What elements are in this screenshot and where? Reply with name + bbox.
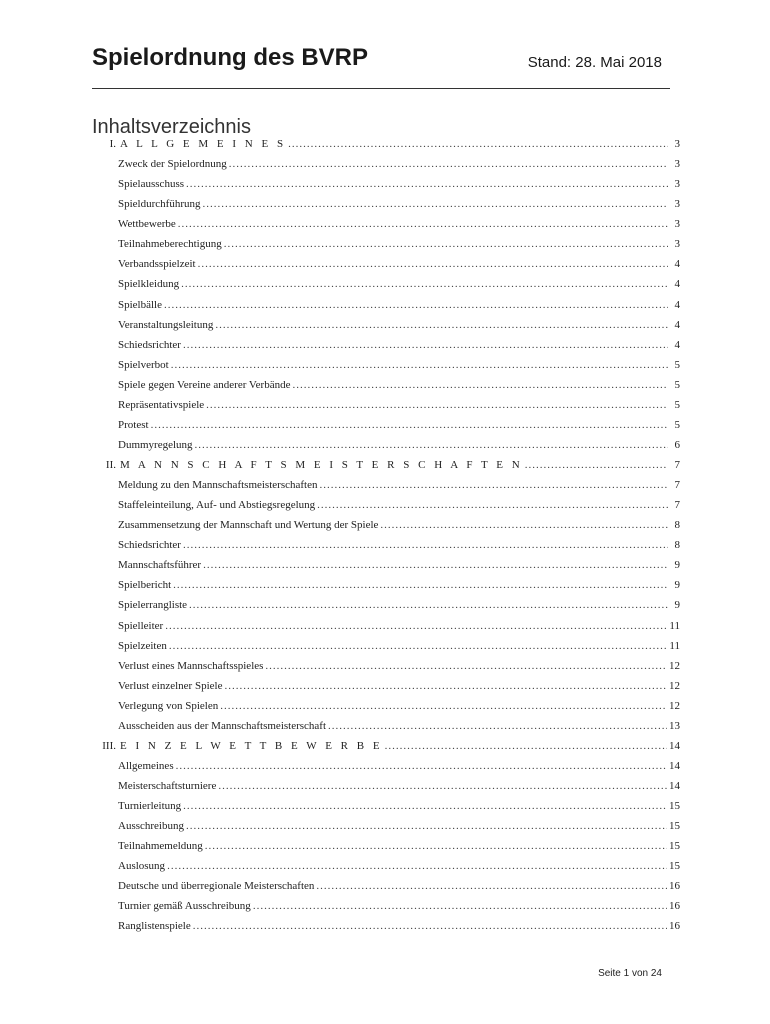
toc-dot-leader bbox=[202, 198, 668, 210]
toc-dot-leader bbox=[525, 459, 668, 471]
toc-entry[interactable] bbox=[92, 599, 682, 619]
toc-dot-leader bbox=[288, 138, 668, 150]
toc-entry[interactable] bbox=[92, 379, 682, 399]
toc-page-number: 4 bbox=[674, 338, 680, 351]
toc-entry-label: Zweck der Spielordnung bbox=[118, 158, 227, 171]
toc-entry-label: E I N Z E L W E T T B E W E R B E bbox=[120, 739, 383, 752]
toc-page-number: 9 bbox=[674, 559, 680, 572]
toc-entry[interactable] bbox=[92, 258, 682, 278]
toc-dot-leader bbox=[203, 559, 668, 571]
toc-dot-leader bbox=[165, 620, 667, 632]
toc-entry[interactable] bbox=[92, 319, 682, 339]
toc-entry-label: Spielzeiten bbox=[118, 639, 167, 652]
toc-dot-leader bbox=[205, 840, 667, 852]
toc-page-number: 16 bbox=[669, 900, 680, 913]
toc-dot-leader bbox=[206, 399, 668, 411]
toc-entry-label: Dummyregelung bbox=[118, 438, 193, 451]
toc-page-number: 5 bbox=[674, 418, 680, 431]
toc-entry-label: Turnier gemäß Ausschreibung bbox=[118, 900, 251, 913]
toc-page-number: 15 bbox=[669, 820, 680, 833]
toc-section-number: II. bbox=[105, 459, 116, 471]
toc-entry-label: Verbandsspielzeit bbox=[118, 258, 196, 271]
toc-entry[interactable] bbox=[92, 198, 682, 218]
toc-page-number: 7 bbox=[674, 459, 680, 471]
toc-page-number: 3 bbox=[674, 138, 680, 150]
toc-dot-leader bbox=[224, 238, 668, 250]
toc-dot-leader bbox=[167, 860, 667, 872]
toc-page-number: 3 bbox=[674, 178, 680, 191]
toc-page-number: 15 bbox=[669, 860, 680, 873]
toc-entry-label: Spielausschuss bbox=[118, 178, 184, 191]
toc-page-number: 14 bbox=[669, 759, 680, 772]
toc-entry[interactable] bbox=[92, 620, 682, 640]
toc-page-number: 5 bbox=[674, 358, 680, 371]
toc-entry-label: Auslosung bbox=[118, 860, 166, 873]
toc-dot-leader bbox=[151, 419, 668, 431]
toc-page-number: 15 bbox=[669, 840, 680, 853]
toc-dot-leader bbox=[183, 539, 668, 551]
toc-entry-label: Mannschaftsführer bbox=[118, 559, 202, 572]
toc-entry[interactable] bbox=[92, 840, 682, 860]
toc-page-number: 3 bbox=[674, 238, 680, 251]
toc-entry-label: Verlust eines Mannschaftsspieles bbox=[118, 659, 264, 672]
toc-dot-leader bbox=[218, 780, 667, 792]
toc-entry[interactable] bbox=[92, 579, 682, 599]
toc-page-number: 8 bbox=[674, 519, 680, 532]
toc-dot-leader bbox=[328, 720, 667, 732]
toc-entry-label: Meldung zu den Mannschaftsmeisterschaften bbox=[118, 479, 318, 492]
toc-page-number: 3 bbox=[674, 218, 680, 231]
toc-entry[interactable] bbox=[92, 278, 682, 298]
toc-entry[interactable] bbox=[92, 419, 682, 439]
toc-entry-label: Deutsche und überregionale Meisterschaften bbox=[118, 880, 315, 893]
toc-entry-label: Spieldurchführung bbox=[118, 198, 201, 211]
toc-dot-leader bbox=[292, 379, 668, 391]
toc-entry[interactable] bbox=[92, 860, 682, 880]
toc-page-number: 11 bbox=[669, 639, 680, 652]
toc-entry-label: Ranglistenspiele bbox=[118, 920, 191, 933]
toc-page-number: 7 bbox=[674, 479, 680, 492]
toc-page-number: 5 bbox=[674, 398, 680, 411]
toc-dot-leader bbox=[183, 339, 668, 351]
toc-page-number: 16 bbox=[669, 880, 680, 893]
toc-section-entry[interactable] bbox=[92, 740, 682, 760]
toc-entry-label: Allgemeines bbox=[118, 759, 174, 772]
toc-dot-leader bbox=[169, 640, 668, 652]
toc-entry[interactable] bbox=[92, 218, 682, 238]
toc-entry[interactable] bbox=[92, 499, 682, 519]
toc-dot-leader bbox=[171, 359, 668, 371]
toc-page-number: 14 bbox=[669, 739, 680, 752]
toc-dot-leader bbox=[316, 880, 667, 892]
toc-dot-leader bbox=[181, 278, 668, 290]
toc-dot-leader bbox=[253, 900, 667, 912]
toc-page-number: 3 bbox=[674, 158, 680, 171]
toc-page-number: 4 bbox=[674, 318, 680, 331]
toc-dot-leader bbox=[173, 579, 668, 591]
header-divider bbox=[92, 88, 670, 89]
toc-entry[interactable] bbox=[92, 479, 682, 499]
toc-entry-label: Teilnahmemeldung bbox=[118, 840, 203, 853]
toc-entry-label: Zusammensetzung der Mannschaft und Wertung der Spiele bbox=[118, 519, 379, 532]
toc-page-number: 4 bbox=[674, 298, 680, 311]
toc-dot-leader bbox=[215, 319, 668, 331]
toc-dot-leader bbox=[317, 499, 668, 511]
toc-dot-leader bbox=[186, 820, 667, 832]
toc-page-number: 3 bbox=[674, 198, 680, 211]
toc-page-number: 4 bbox=[674, 258, 680, 271]
toc-page-number: 14 bbox=[669, 780, 680, 792]
toc-page-number: 15 bbox=[669, 800, 680, 813]
toc-entry-label: Ausschreibung bbox=[118, 820, 184, 833]
toc-entry[interactable] bbox=[92, 780, 682, 800]
page-number: Seite 1 von 24 bbox=[598, 968, 662, 979]
toc-entry-label: Turnierleitung bbox=[118, 800, 182, 813]
toc-dot-leader bbox=[189, 599, 668, 611]
toc-entry[interactable] bbox=[92, 680, 682, 700]
toc-page-number: 11 bbox=[669, 619, 680, 632]
toc-entry[interactable] bbox=[92, 539, 682, 559]
toc-entry-label: Teilnahmeberechtigung bbox=[118, 238, 222, 251]
toc-entry[interactable] bbox=[92, 178, 682, 198]
toc-entry[interactable] bbox=[92, 820, 682, 840]
toc-entry[interactable] bbox=[92, 158, 682, 178]
toc-entry[interactable] bbox=[92, 238, 682, 258]
toc-page-number: 7 bbox=[674, 499, 680, 512]
toc-dot-leader bbox=[176, 760, 667, 772]
toc-page-number: 4 bbox=[674, 278, 680, 291]
document-title: Spielordnung des BVRP bbox=[92, 44, 369, 71]
toc-dot-leader bbox=[220, 700, 667, 712]
toc-entry-label: Spielverbot bbox=[118, 358, 169, 371]
toc-entry[interactable] bbox=[92, 700, 682, 720]
toc-entry[interactable] bbox=[92, 559, 682, 579]
toc-dot-leader bbox=[224, 680, 667, 692]
toc-entry-label: Verlust einzelner Spiele bbox=[118, 679, 223, 692]
toc-dot-leader bbox=[186, 178, 668, 190]
toc-entry-label: Spielbericht bbox=[118, 579, 172, 592]
toc-entry[interactable] bbox=[92, 760, 682, 780]
toc-page-number: 5 bbox=[674, 378, 680, 391]
toc-section-entry[interactable] bbox=[92, 138, 682, 158]
toc-section-entry[interactable] bbox=[92, 459, 682, 479]
toc-entry-label: Ausscheiden aus der Mannschaftsmeisterschaft bbox=[118, 719, 327, 732]
toc-entry-label: M A N N S C H A F T S M E I S T E R S C H A F T E N bbox=[120, 459, 523, 471]
toc-dot-leader bbox=[385, 740, 667, 752]
toc-dot-leader bbox=[195, 439, 668, 451]
toc-entry-label: Meisterschaftsturniere bbox=[118, 780, 217, 792]
toc-entry-label: Spielkleidung bbox=[118, 278, 180, 291]
toc-dot-leader bbox=[198, 258, 668, 270]
toc-entry[interactable] bbox=[92, 439, 682, 459]
toc-entry-label: Schiedsrichter bbox=[118, 539, 181, 552]
toc-entry[interactable] bbox=[92, 720, 682, 740]
toc-entry-label: Verlegung von Spielen bbox=[118, 699, 219, 712]
toc-entry[interactable] bbox=[92, 359, 682, 379]
toc-page-number: 6 bbox=[674, 438, 680, 451]
toc-dot-leader bbox=[164, 299, 668, 311]
toc-entry-label: Spiele gegen Vereine anderer Verbände bbox=[118, 378, 291, 391]
toc-entry-label: Spielleiter bbox=[118, 619, 164, 632]
toc-page-number: 12 bbox=[669, 679, 680, 692]
toc-entry-label: Schiedsrichter bbox=[118, 338, 181, 351]
toc-page-number: 12 bbox=[669, 699, 680, 712]
toc-entry-label: Spielbälle bbox=[118, 298, 162, 311]
toc-dot-leader bbox=[183, 800, 667, 812]
toc-page-number: 13 bbox=[669, 719, 680, 732]
toc-entry-label: Staffeleinteilung, Auf- und Abstiegsregelung bbox=[118, 499, 316, 512]
toc-entry[interactable] bbox=[92, 399, 682, 419]
toc-dot-leader bbox=[380, 519, 668, 531]
toc-page-number: 9 bbox=[674, 599, 680, 612]
toc-entry[interactable] bbox=[92, 900, 682, 920]
toc-entry[interactable] bbox=[92, 339, 682, 359]
toc-entry[interactable] bbox=[92, 519, 682, 539]
toc-entry-label: Repräsentativspiele bbox=[118, 398, 205, 411]
toc-dot-leader bbox=[178, 218, 668, 230]
toc-entry[interactable] bbox=[92, 800, 682, 820]
toc-entry-label: Protest bbox=[118, 418, 149, 431]
toc-entry[interactable] bbox=[92, 660, 682, 680]
toc-dot-leader bbox=[265, 660, 667, 672]
toc-entry[interactable] bbox=[92, 920, 682, 940]
toc-entry-label: Veranstaltungsleitung bbox=[118, 318, 214, 331]
toc-page-number: 8 bbox=[674, 539, 680, 552]
toc-dot-leader bbox=[229, 158, 668, 170]
toc-entry-label: Wettbewerbe bbox=[118, 218, 176, 231]
toc-section-number: I. bbox=[109, 138, 116, 150]
toc-dot-leader bbox=[319, 479, 668, 491]
toc-page-number: 9 bbox=[674, 579, 680, 592]
toc-dot-leader bbox=[193, 920, 667, 932]
toc-entry-label: A L L G E M E I N E S bbox=[120, 138, 287, 150]
toc-section-number: III. bbox=[102, 739, 116, 752]
toc-entry-label: Spielerrangliste bbox=[118, 599, 188, 612]
toc-entry[interactable] bbox=[92, 880, 682, 900]
toc-heading: Inhaltsverzeichnis bbox=[92, 116, 251, 138]
toc-entry[interactable] bbox=[92, 640, 682, 660]
table-of-contents bbox=[92, 138, 682, 941]
toc-entry[interactable] bbox=[92, 299, 682, 319]
toc-page-number: 12 bbox=[669, 659, 680, 672]
toc-page-number: 16 bbox=[669, 920, 680, 933]
document-date: Stand: 28. Mai 2018 bbox=[527, 54, 662, 71]
